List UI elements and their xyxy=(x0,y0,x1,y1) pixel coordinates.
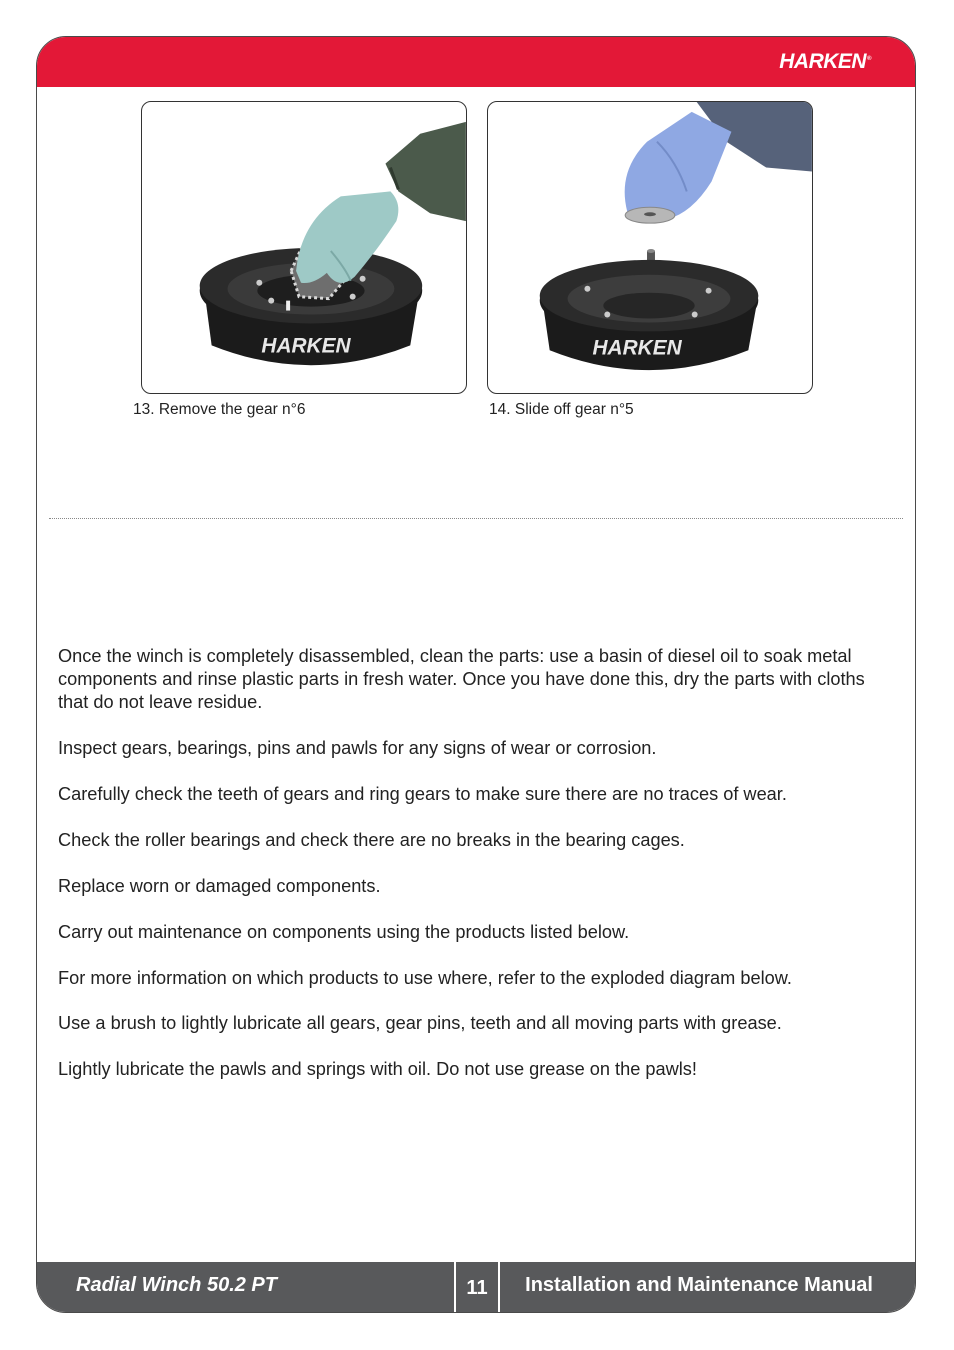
paragraph: Carefully check the teeth of gears and ring gears to make sure there are no traces of wear. xyxy=(58,783,787,804)
manual-title: Installation and Maintenance Manual xyxy=(525,1274,873,1296)
paragraph: Inspect gears, bearings, pins and pawls for any signs of wear or corrosion. xyxy=(58,737,657,758)
page-frame xyxy=(36,36,916,1313)
header-bar xyxy=(37,37,915,87)
winch-photo-2 xyxy=(488,102,812,393)
page-number: 11 xyxy=(454,1262,500,1312)
paragraph: Carry out maintenance on components using the products listed below. xyxy=(58,921,630,942)
photo-remove-gear-6 xyxy=(141,101,467,394)
registered-mark: ® xyxy=(867,56,871,62)
paragraph: Once the winch is completely disassembled, clean the parts: use a basin of diesel oil to soak metal components and rinse plastic parts in fresh water. Once you have done this, dry the parts with cloths that do not leave residue. xyxy=(58,646,865,712)
product-title: Radial Winch 50.2 PT xyxy=(76,1274,277,1296)
footer-bar xyxy=(37,1262,915,1312)
paragraph: For more information on which products to use where, refer to the exploded diagram below. xyxy=(58,967,792,988)
caption-1: 13. Remove the gear n°6 xyxy=(133,401,306,418)
base-stamp: HARKEN xyxy=(261,334,351,358)
instructions-text xyxy=(58,645,878,1104)
photo-slide-off-gear-5 xyxy=(487,101,813,394)
brand-name: HARKEN xyxy=(779,50,867,73)
caption-2: 14. Slide off gear n°5 xyxy=(489,401,634,418)
winch-photo-1 xyxy=(142,102,466,393)
paragraph: Check the roller bearings and check there are no breaks in the bearing cages. xyxy=(58,829,685,850)
paragraph: Replace worn or damaged components. xyxy=(58,875,381,896)
harken-logo xyxy=(779,50,871,74)
section-divider xyxy=(49,518,903,519)
paragraph: Use a brush to lightly lubricate all gears, gear pins, teeth and all moving parts with grease. xyxy=(58,1013,782,1034)
paragraph: Lightly lubricate the pawls and springs with oil. Do not use grease on the pawls! xyxy=(58,1059,697,1080)
base-stamp: HARKEN xyxy=(592,336,682,360)
